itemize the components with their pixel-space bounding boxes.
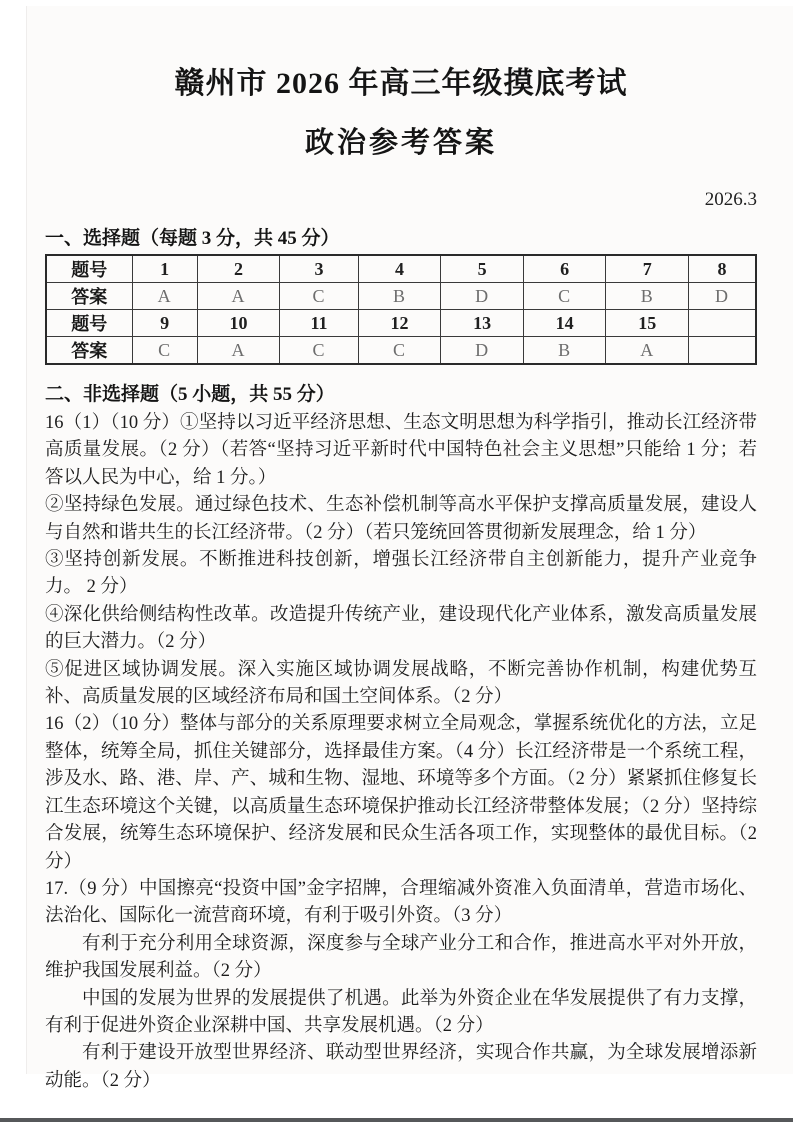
table-row-question-numbers-1 [46, 255, 756, 283]
answer-paragraph-point2: ②坚持绿色发展。通过绿色技术、生态补偿机制等高水平保护支撑高质量发展，建设人与自然和谐共生的长江经济带。（2 分）（若只笼统回答贯彻新发展理念，给 1 分） [45, 495, 757, 543]
table-cell: A [197, 283, 280, 310]
document-title: 赣州市 2026 年高三年级摸底考试 [174, 67, 628, 100]
table-cell [689, 337, 756, 365]
table-cell: A [197, 337, 280, 365]
section-choice-heading: 一、选择题（每题 3 分，共 45 分） [45, 228, 340, 249]
table-cell: D [441, 337, 524, 365]
answer-paragraph-17-point3: 中国的发展为世界的发展提供了机遇。此举为外资企业在华发展提供了有力支撑，有利于促进外资企业深耕中国、共享发展机遇。（2 分） [45, 988, 757, 1036]
table-cell: 15 [606, 310, 689, 337]
section-free-response-heading: 二、非选择题（5 小题，共 55 分） [45, 384, 335, 405]
table-cell: C [132, 337, 197, 365]
table-cell: 5 [441, 255, 524, 283]
table-cell: 3 [280, 255, 358, 283]
table-cell: 10 [197, 310, 280, 337]
answer-paragraph-16-2: 16（2）（10 分）整体与部分的关系原理要求树立全局观念，掌握系统优化的方法，立足整体，统筹全局，抓住关键部分，选择最佳方案。（4 分）长江经济带是一个系统工程，涉及水、路、港、岸、产、城和生物、湿地、环境等多个方面。（2 分）紧紧抓住修复长江生态环境这个关键，以高质量生态环境保护推动长江经济带整体发展；（2 分）坚持综合发展，统筹生态环境保护、经济发展和民众生活各项工作，实现整体的最优目标。（2 分） [45, 714, 757, 872]
document-subtitle: 政治参考答案 [304, 127, 497, 159]
table-cell: C [280, 283, 358, 310]
table-cell: A [606, 337, 689, 365]
table-cell: B [523, 337, 606, 365]
table-row-answers-2 [46, 337, 756, 365]
answer-paragraph-17-point4: 有利于建设开放型世界经济、联动型世界经济，实现合作共赢，为全球发展增添新动能。（2 分） [45, 1043, 757, 1091]
multiple-choice-answer-table [45, 254, 757, 365]
table-cell: C [523, 283, 606, 310]
table-cell: D [441, 283, 524, 310]
table-cell: A [132, 283, 197, 310]
document-content [27, 6, 793, 1095]
table-cell: 8 [689, 255, 756, 283]
table-row-label: 答案 [46, 283, 132, 310]
table-cell: 6 [523, 255, 606, 283]
table-row-question-numbers-2 [46, 310, 756, 337]
table-cell: 12 [358, 310, 441, 337]
table-cell: 4 [358, 255, 441, 283]
table-cell: B [358, 283, 441, 310]
document-date: 2026.3 [704, 189, 757, 210]
table-cell: B [606, 283, 689, 310]
answer-paragraph-point5: ⑤促进区域协调发展。深入实施区域协调发展战略，不断完善协作机制，构建优势互补、高质量发展的区域经济布局和国土空间体系。（2 分） [45, 659, 757, 708]
scan-bottom-edge [0, 1118, 793, 1122]
answer-paragraph-17: 17.（9 分）中国擦亮“投资中国”金字招牌，合理缩减外资准入负面清单，营造市场化、法治化、国际化一流营商环境，有利于吸引外资。（3 分） [45, 878, 757, 927]
table-cell: 7 [606, 255, 689, 283]
table-cell: 14 [523, 310, 606, 337]
table-row-label: 题号 [46, 310, 132, 337]
paper-sheet [26, 6, 793, 1091]
table-cell: C [280, 337, 358, 365]
answer-paragraph-17-point2: 有利于充分利用全球资源，深度参与全球产业分工和合作，推进高水平对外开放，维护我国发展利益。（2 分） [45, 933, 757, 982]
free-response-answers [45, 410, 757, 1095]
table-cell [689, 310, 756, 337]
table-row-answers-1 [46, 283, 756, 310]
table-row-label: 答案 [46, 337, 132, 365]
table-cell: 13 [441, 310, 524, 337]
table-cell: 11 [280, 310, 358, 337]
table-cell: 2 [197, 255, 280, 283]
table-cell: C [358, 337, 441, 365]
answer-paragraph-16-1: 16（1）（10 分）①坚持以习近平经济思想、生态文明思想为科学指引，推动长江经济带高质量发展。（2 分）（若答“坚持习近平新时代中国特色社会主义思想”只能给 1 分；若答以人民为中心，给 1 分。） [45, 413, 757, 488]
table-cell: 9 [132, 310, 197, 337]
table-row-label: 题号 [46, 255, 132, 283]
table-cell: D [689, 283, 756, 310]
answer-paragraph-point4: ④深化供给侧结构性改革。改造提升传统产业，建设现代化产业体系，激发高质量发展的巨大潜力。（2 分） [45, 604, 757, 653]
answer-paragraph-point3: ③坚持创新发展。不断推进科技创新，增强长江经济带自主创新能力，提升产业竞争力。 2 分） [45, 550, 757, 598]
table-cell: 1 [132, 255, 197, 283]
